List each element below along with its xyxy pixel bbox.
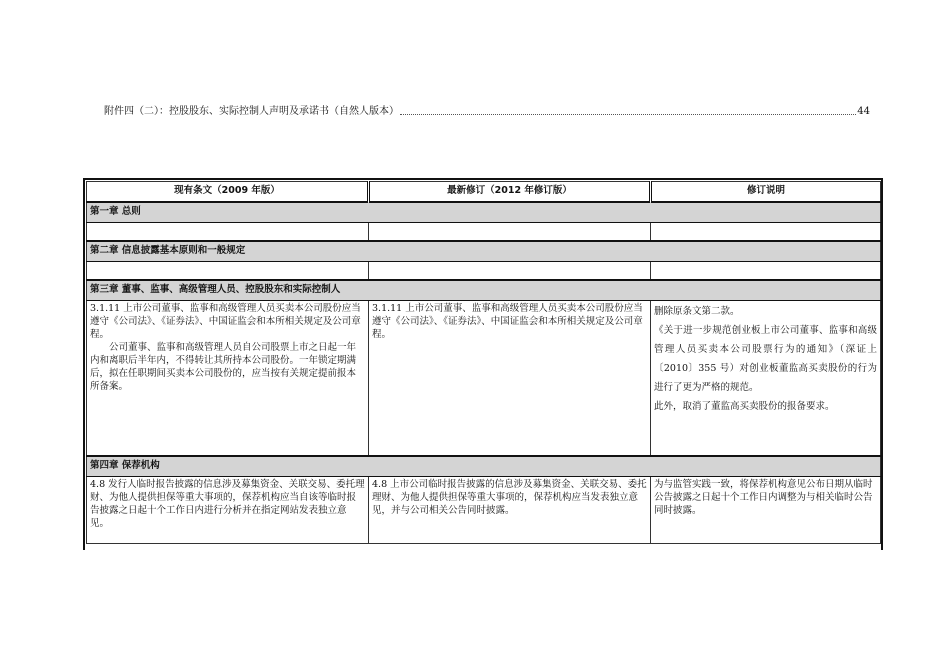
- toc-line: [104, 105, 870, 118]
- chapter-2-title: 第二章 信息披露基本原则和一般规定: [87, 241, 881, 262]
- header-revision-note: 修订说明: [651, 182, 881, 203]
- empty-cell: [369, 262, 651, 281]
- clause-3-1-11-revised: [369, 301, 651, 457]
- clause-4-8-current: 4.8 发行人临时报告披露的信息涉及募集资金、关联交易、委托理财、为他人提供担保等重大事项的，保荐机构应当自该等临时报告披露之日起十个工作日内进行分析并在指定网站发表独立意见。: [87, 477, 369, 544]
- clause-4-8-revised: 4.8 上市公司临时报告披露的信息涉及募集资金、关联交易、委托理财、为他人提供担保等重大事项的，保荐机构应当发表独立意见，并与公司相关公告同时披露。: [369, 477, 651, 544]
- toc-entry[interactable]: 附件四（二）：控股股东、实际控制人声明及承诺书（自然人版本）: [104, 106, 399, 117]
- note-paragraph: 删除原条文第二款。: [654, 306, 740, 317]
- chapter-4-title: 第四章 保荐机构: [87, 456, 881, 477]
- chapter-3-title: 第三章 董事、监事、高级管理人员、控股股东和实际控制人: [87, 280, 881, 301]
- chapter-row: [87, 241, 881, 262]
- note-paragraph: 《关于进一步规范创业板上市公司董事、监事和高级管理人员买卖本公司股票行为的通知》（深证上〔2010〕355 号）对创业板董监高买卖股份的行为进行了更为严格的规范。: [654, 325, 877, 393]
- empty-cell: [87, 262, 369, 281]
- chapter-row: [87, 202, 881, 223]
- empty-cell: [369, 223, 651, 242]
- note-paragraph: 此外，取消了董监高买卖股份的报备要求。: [654, 401, 835, 412]
- table-row: [87, 301, 881, 457]
- table-row: [87, 223, 881, 242]
- toc-leader: [400, 113, 856, 115]
- header-latest-revision: 最新修订（2012 年修订版）: [369, 182, 651, 203]
- clause-3-1-11-note: [651, 301, 881, 457]
- clause-paragraph: 公司董事、监事和高级管理人员自公司股票上市之日起一年内和离职后半年内，不得转让其所持本公司股份。一年锁定期满后，拟在任职期间买卖本公司股份的，应当按有关规定提前报本所备案。: [90, 342, 357, 392]
- header-current-clause: 现有条文（2009 年版）: [87, 182, 369, 203]
- clause-paragraph: 3.1.11 上市公司董事、监事和高级管理人员买卖本公司股份应当遵守《公司法》、《证券法》、中国证监会和本所相关规定及公司章程。: [90, 303, 361, 340]
- toc-page-number: 44: [857, 106, 870, 117]
- table-row: [87, 262, 881, 281]
- empty-cell: [651, 262, 881, 281]
- revision-comparison-table: [86, 181, 881, 544]
- chapter-row: [87, 456, 881, 477]
- clause-3-1-11-current: [87, 301, 369, 457]
- chapter-row: [87, 280, 881, 301]
- empty-cell: [651, 223, 881, 242]
- empty-cell: [87, 223, 369, 242]
- table-row: [87, 477, 881, 544]
- clause-4-8-note: 为与监管实践一致，将保荐机构意见公布日期从临时公告披露之日起十个工作日内调整为与相关临时公告同时披露。: [651, 477, 881, 544]
- table-header-row: [87, 182, 881, 203]
- clause-paragraph: 3.1.11 上市公司董事、监事和高级管理人员买卖本公司股份应当遵守《公司法》、《证券法》、中国证监会和本所相关规定及公司章程。: [372, 303, 643, 340]
- chapter-1-title: 第一章 总则: [87, 202, 881, 223]
